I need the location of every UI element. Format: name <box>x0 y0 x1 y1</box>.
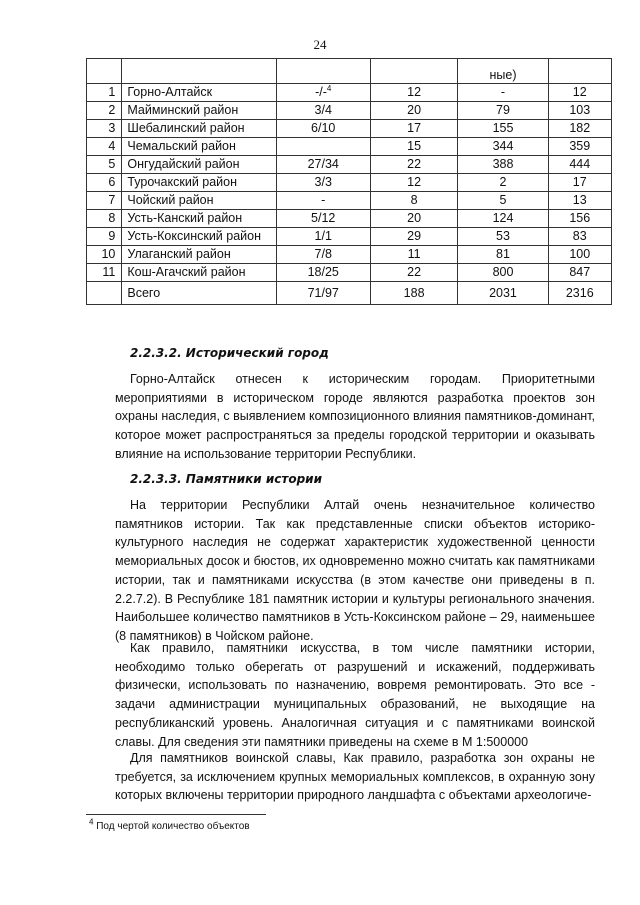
cell-col3-value-text: 3/3 <box>314 175 332 189</box>
cell-col3-value <box>276 264 370 282</box>
cell-territory-name: Онгудайский район <box>122 156 276 174</box>
cell-territory-name: Шебалинский район <box>122 120 276 138</box>
table-row <box>87 156 612 174</box>
cell-row-number: 6 <box>87 174 122 192</box>
cell-total-col6: 2316 <box>548 282 612 305</box>
cell-territory-name: Усть-Коксинский район <box>122 228 276 246</box>
cell-col4-value: 12 <box>370 174 458 192</box>
cell-total-number <box>87 282 122 305</box>
table-row <box>87 228 612 246</box>
cell-row-number: 3 <box>87 120 122 138</box>
cell-col5-value: 388 <box>458 156 548 174</box>
cell-territory-name: Кош-Агачский район <box>122 264 276 282</box>
cell-col6-value: 83 <box>548 228 612 246</box>
cell-col3-value-text: 7/8 <box>314 247 332 261</box>
cell-col6-value: 12 <box>548 84 612 102</box>
footnote-ref: 4 <box>326 83 332 93</box>
cell-territory-name: Турочакский район <box>122 174 276 192</box>
cell-col5-value: 800 <box>458 264 548 282</box>
cell-row-number: 11 <box>87 264 122 282</box>
cell-col3-value <box>276 156 370 174</box>
cell-col4-value: 20 <box>370 210 458 228</box>
table-total-row <box>87 282 612 305</box>
cell-col6-value: 100 <box>548 246 612 264</box>
cell-col6-value: 103 <box>548 102 612 120</box>
cell-col3-value <box>276 138 370 156</box>
cell-col4-value: 8 <box>370 192 458 210</box>
header-cell-col4 <box>370 59 458 84</box>
cell-col5-value: 81 <box>458 246 548 264</box>
header-cell-col5: ные) <box>458 59 548 84</box>
table-row <box>87 174 612 192</box>
cell-col4-value: 22 <box>370 264 458 282</box>
cell-col5-value: 124 <box>458 210 548 228</box>
table-header-row <box>87 59 612 84</box>
header-cell-number <box>87 59 122 84</box>
paragraph-history-2: Как правило, памятники искусства, в том числе памятники истории, необходимо только оберегать от разрушений и искажений, поддерживать физически, использовать по назначению, вовремя ремонтировать. Это все - задачи администрации муниципальных образований, не выходящие на республиканский уровень. Аналогичная ситуация и с памятниками воинской славы. Для сведения эти памятники приведены на схеме в М 1:500000 <box>115 641 595 749</box>
cell-col6-value: 359 <box>548 138 612 156</box>
cell-total-col4: 188 <box>370 282 458 305</box>
cell-col4-value: 12 <box>370 84 458 102</box>
cell-col6-value: 444 <box>548 156 612 174</box>
cell-col5-value: 344 <box>458 138 548 156</box>
cell-territory-name: Чойский район <box>122 192 276 210</box>
cell-row-number: 10 <box>87 246 122 264</box>
paragraph-historic-city: Горно-Алтайск отнесен к историческим городам. Приоритетными мероприятиями в историческом городе являются разработка проектов зон охраны наследия, с выявлением композиционного влияния памятников-доминант, которое может распространяться за пределы городской территории и оказывать влияние на использование территории Республики. <box>115 372 595 461</box>
table-row <box>87 210 612 228</box>
cell-col3-value-text: 5/12 <box>311 211 336 225</box>
cell-col3-value-text: -/- <box>315 85 327 99</box>
cell-territory-name: Усть-Канский район <box>122 210 276 228</box>
table-row <box>87 246 612 264</box>
cell-col3-value <box>276 174 370 192</box>
table-row <box>87 120 612 138</box>
cell-row-number: 4 <box>87 138 122 156</box>
footnote-mark: 4 <box>89 817 94 827</box>
monuments-table <box>86 58 612 305</box>
table-row <box>87 264 612 282</box>
cell-col3-value <box>276 192 370 210</box>
cell-row-number: 1 <box>87 84 122 102</box>
cell-col3-value <box>276 246 370 264</box>
cell-row-number: 8 <box>87 210 122 228</box>
cell-col3-value <box>276 84 370 102</box>
footnote-text: Под чертой количество объектов <box>96 821 250 832</box>
cell-col3-value-text: - <box>321 193 326 207</box>
cell-col3-value <box>276 102 370 120</box>
cell-territory-name: Майминский район <box>122 102 276 120</box>
cell-col3-value <box>276 210 370 228</box>
cell-territory-name: Улаганский район <box>122 246 276 264</box>
cell-col3-value <box>276 228 370 246</box>
cell-col6-value: 13 <box>548 192 612 210</box>
cell-row-number: 7 <box>87 192 122 210</box>
cell-col4-value: 11 <box>370 246 458 264</box>
page-number: 24 <box>313 37 327 52</box>
cell-row-number: 9 <box>87 228 122 246</box>
cell-col6-value: 156 <box>548 210 612 228</box>
footnote <box>89 817 250 832</box>
cell-col4-value: 22 <box>370 156 458 174</box>
cell-col4-value: 15 <box>370 138 458 156</box>
cell-total-label: Всего <box>122 282 276 305</box>
cell-col6-value: 847 <box>548 264 612 282</box>
cell-col6-value: 182 <box>548 120 612 138</box>
cell-col3-value <box>276 120 370 138</box>
cell-col5-value: 5 <box>458 192 548 210</box>
section-heading-historic-city: 2.2.3.2. Исторический город <box>130 346 329 360</box>
cell-col3-value-text: 18/25 <box>307 265 339 279</box>
cell-col3-value-text: 6/10 <box>311 121 336 135</box>
header-cell-territory <box>122 59 276 84</box>
cell-col6-value: 17 <box>548 174 612 192</box>
cell-col5-value: 2 <box>458 174 548 192</box>
footnote-divider <box>86 814 266 815</box>
table-row <box>87 84 612 102</box>
cell-territory-name: Горно-Алтайск <box>122 84 276 102</box>
cell-row-number: 2 <box>87 102 122 120</box>
header-cell-col6 <box>548 59 612 84</box>
cell-col4-value: 29 <box>370 228 458 246</box>
cell-col3-value-text: 27/34 <box>307 157 339 171</box>
cell-col5-value: 79 <box>458 102 548 120</box>
cell-territory-name: Чемальский район <box>122 138 276 156</box>
section-heading-history-monuments: 2.2.3.3. Памятники истории <box>130 472 322 486</box>
table-row <box>87 102 612 120</box>
cell-col4-value: 20 <box>370 102 458 120</box>
cell-col3-value-text: 1/1 <box>314 229 332 243</box>
paragraph-history-1: На территории Республики Алтай очень незначительное количество памятников истории. Так как представленные списки объектов историко-культурного наследия не содержат характеристик художественной ценности мемориальных досок и бюстов, их одновременно можно считать как памятниками истории, так и памятниками искусства (в этом качестве они приведены в п. 2.2.7.2). В Республике 181 памятник истории и культуры регионального значения. Наибольшее количество памятников в Усть-Коксинском районе – 29, наименьшее (8 памятников) в Чойском районе. <box>115 498 595 643</box>
cell-row-number: 5 <box>87 156 122 174</box>
header-cell-col3 <box>276 59 370 84</box>
cell-col5-value: 155 <box>458 120 548 138</box>
cell-col5-value: - <box>458 84 548 102</box>
cell-col5-value: 53 <box>458 228 548 246</box>
cell-total-col3: 71/97 <box>276 282 370 305</box>
table-row <box>87 192 612 210</box>
paragraph-history-3: Для памятников воинской славы, Как правило, разработка зон охраны не требуется, за исключением крупных мемориальных комплексов, в охранную зону которых включены территории природного ландшафта с объектами археологиче- <box>115 751 595 803</box>
cell-col3-value-text: 3/4 <box>314 103 332 117</box>
cell-total-col5: 2031 <box>458 282 548 305</box>
table-row <box>87 138 612 156</box>
cell-col4-value: 17 <box>370 120 458 138</box>
